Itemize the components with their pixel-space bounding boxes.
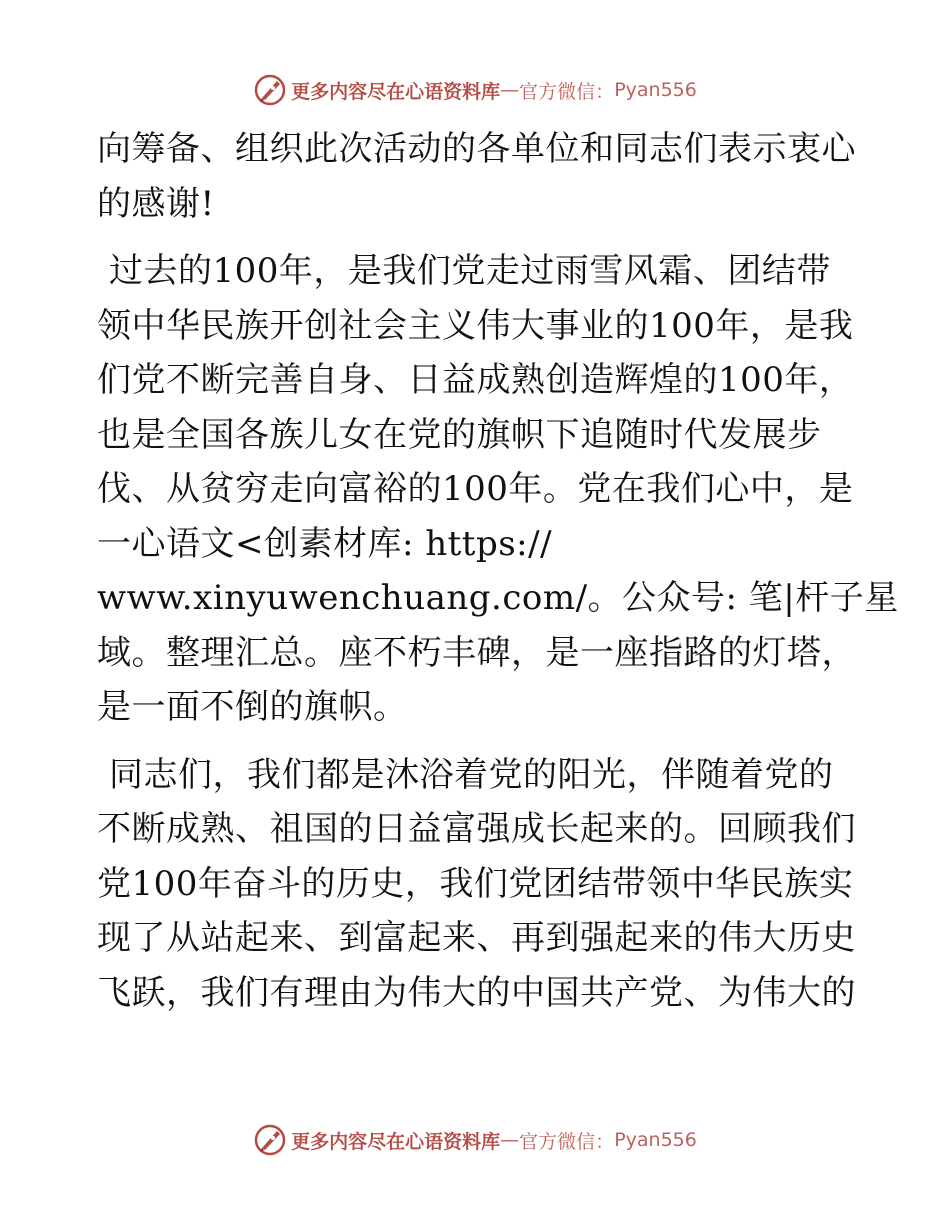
- text-line: 伐、从贫穷走向富裕的100年。党在我们心中，是: [97, 469, 854, 509]
- header-dash: —: [500, 79, 520, 101]
- text-line: 们党不断完善自身、日益成熟创造辉煌的100年，: [97, 360, 854, 400]
- text-line: 不断成熟、祖国的日益富强成长起来的。回顾我们: [97, 809, 856, 849]
- quill-pen-logo-icon: [253, 1123, 287, 1157]
- text-line: 现了从站起来、到富起来、再到强起来的伟大历史: [97, 918, 856, 958]
- text-line: 领中华民族开创社会主义伟大事业的100年，是我: [97, 305, 854, 346]
- text-line: 也是全国各族儿女在党的旗帜下追随时代发展步: [97, 414, 822, 455]
- paragraph: [97, 122, 857, 231]
- text-line: 向筹备、组织此次活动的各单位和同志们表示衷心: [97, 129, 856, 169]
- text-line: 同志们，我们都是沐浴着党的阳光，伴随着党的: [109, 754, 834, 795]
- footer-site-text: 更多内容尽在心语资料库: [291, 1130, 501, 1153]
- text-line: 的感谢!: [97, 183, 215, 224]
- footer-dash: —: [500, 1129, 520, 1151]
- text-line: 飞跃，我们有理由为伟大的中国共产党、为伟大的: [97, 972, 856, 1013]
- text-line: 党100年奋斗的历史，我们党团结带领中华民族实: [97, 863, 854, 904]
- text-line: 一心语文<创素材库: https://: [97, 523, 553, 564]
- header-wechat-label: 官方微信：: [519, 80, 615, 103]
- text-line: 是一面不倒的旗帜。: [97, 687, 408, 727]
- text-line: 域。整理汇总。座不朽丰碑，是一座指路的灯塔，: [97, 632, 856, 673]
- footer-banner: [0, 1118, 950, 1162]
- text-line: 过去的100年，是我们党走过雨雪风霜、团结带: [109, 251, 831, 291]
- footer-wechat-id: Pyan556: [614, 1129, 697, 1151]
- header-wechat-id: Pyan556: [614, 79, 697, 101]
- header-site-text: 更多内容尽在心语资料库: [291, 80, 501, 103]
- document-body: [97, 122, 899, 1020]
- paragraph: [97, 244, 899, 735]
- paragraph: [97, 748, 857, 1021]
- text-line: www.xinyuwenchuang.com/。公众号: 笔|杆子星: [97, 578, 899, 618]
- header-banner: [0, 68, 950, 112]
- quill-pen-logo-icon: [253, 73, 287, 107]
- footer-wechat-label: 官方微信：: [519, 1130, 615, 1153]
